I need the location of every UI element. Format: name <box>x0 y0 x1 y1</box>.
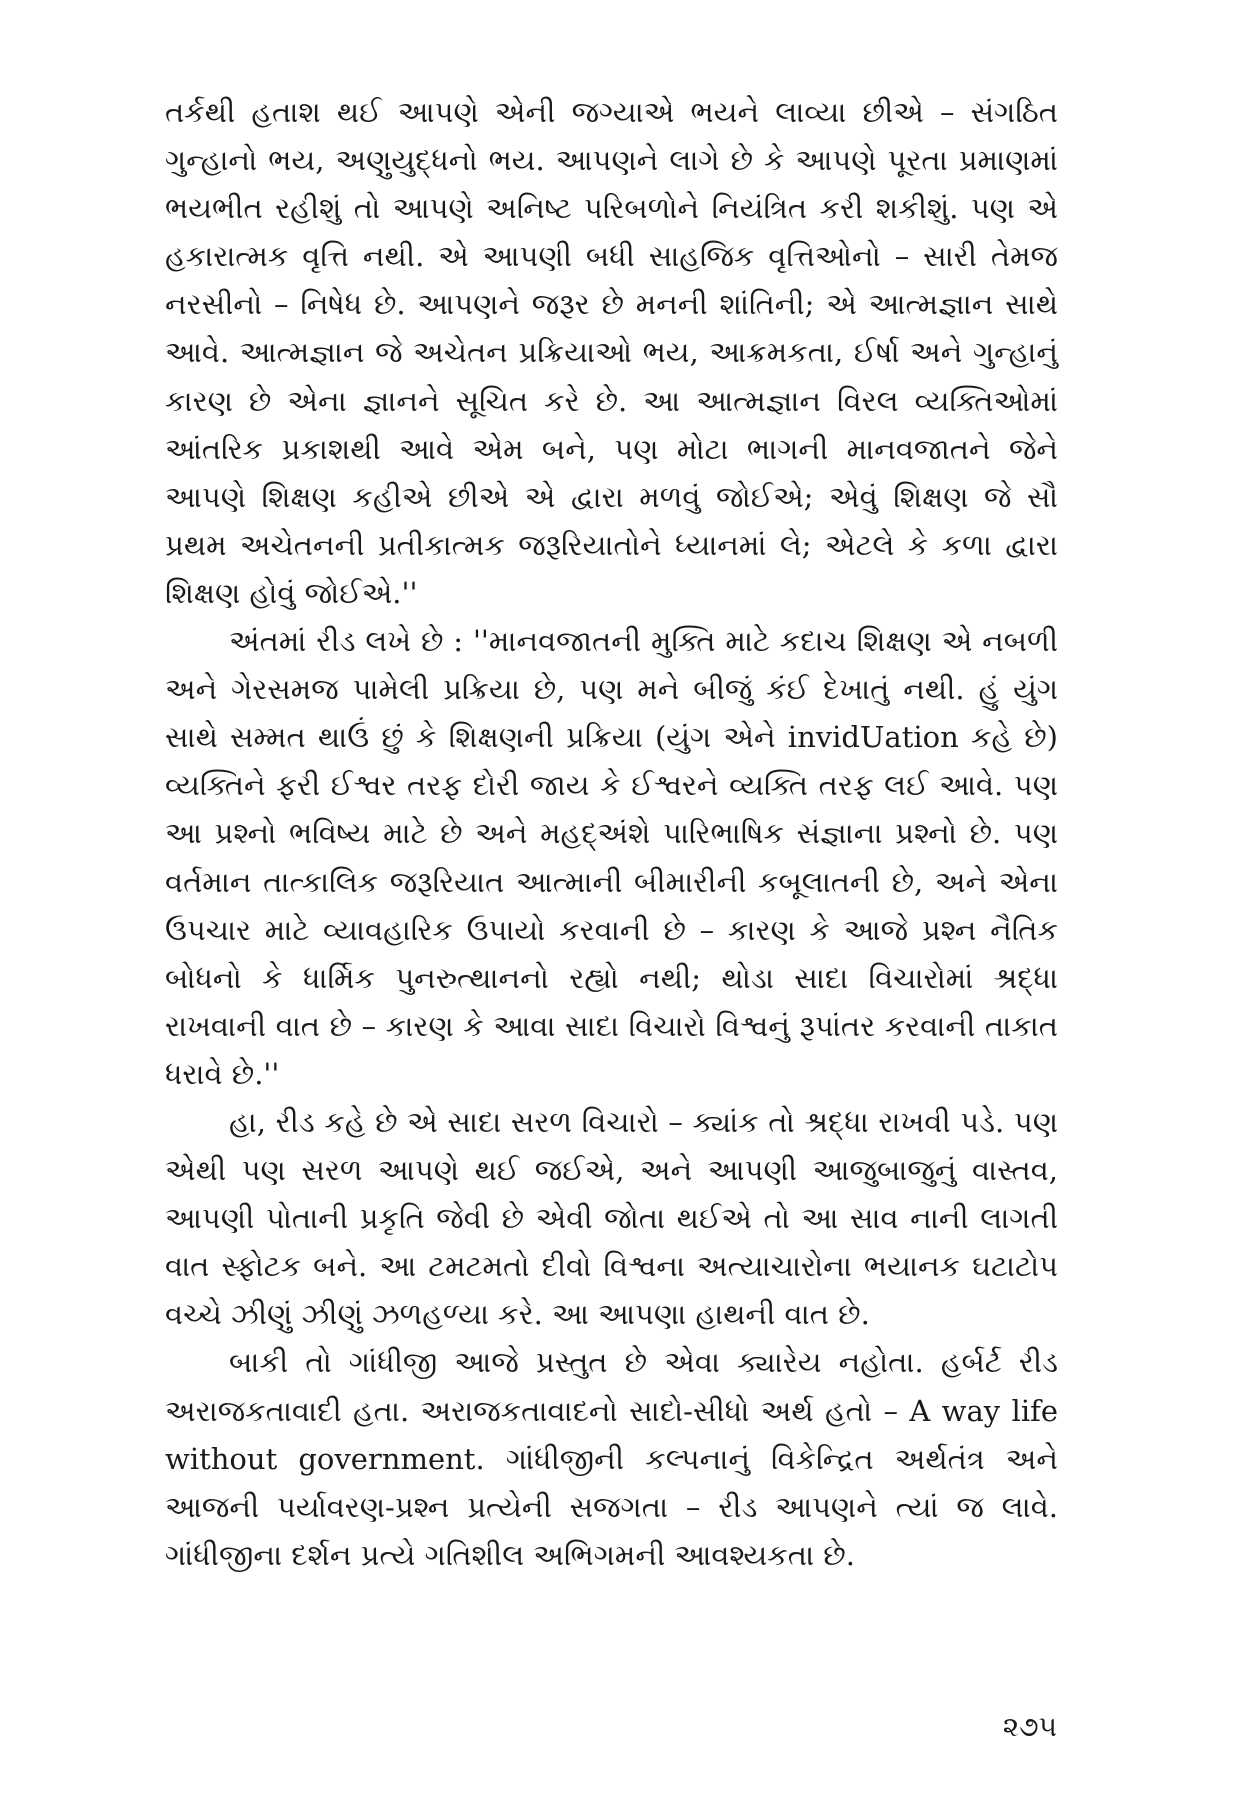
paragraph-4: બાકી તો ગાંધીજી આજે પ્રસ્તુત છે એવા ક્યારેય નહોતા. હર્બર્ટ રીડ અરાજકતાવાદી હતા. અરાજકતાવાદનો સાદો-સીધો અર્થ હતો – A way life without government. ગાંધીજીની કલ્પનાનું વિકેન્દ્રિત અર્થતંત્ર અને આજની પર્યાવરણ-પ્રશ્ન પ્રત્યેની સજગતા – રીડ આપણને ત્યાં જ લાવે. ગાંધીજીના દર્શન પ્રત્યે ગતિશીલ અભિગમની આવશ્યકતા છે. <box>165 1345 1058 1572</box>
page-number: ૨૭૫ <box>1002 1710 1057 1743</box>
paragraph-1: તર્કથી હતાશ થઈ આપણે એની જગ્યાએ ભયને લાવ્યા છીએ – સંગઠિત ગુન્હાનો ભય, અણુયુદ્ધનો ભય. આપણને લાગે છે કે આપણે પૂરતા પ્રમાણમાં ભયભીત રહીશું તો આપણે અનિષ્ટ પરિબળોને નિયંત્રિત કરી શકીશું. પણ એ હકારાત્મક વૃત્તિ નથી. એ આપણી બધી સાહજિક વૃત્તિઓનો – સારી તેમજ નરસીનો – નિષેધ છે. આપણને જરૂર છે મનની શાંતિની; એ આત્મજ્ઞાન સાથે આવે. આત્મજ્ઞાન જે અચેતન પ્રક્રિયાઓ ભય, આક્રમકતા, ઈર્ષા અને ગુન્હાનું કારણ છે એના જ્ઞાનને સૂચિત કરે છે. આ આત્મજ્ઞાન વિરલ વ્યક્તિઓમાં આંતરિક પ્રકાશથી આવે એમ બને, પણ મોટા ભાગની માનવજાતને જેને આપણે શિક્ષણ કહીએ છીએ એ દ્વારા મળવું જોઈએ; એવું શિક્ષણ જે સૌ પ્રથમ અચેતનની પ્રતીકાત્મક જરૂરિયાતોને ધ્યાનમાં લે; એટલે કે કળા દ્વારા શિક્ષણ હોવું જોઈએ.'' <box>165 95 1058 610</box>
page-body <box>165 88 1058 1579</box>
paragraph-3: હા, રીડ કહે છે એ સાદા સરળ વિચારો – ક્યાંક તો શ્રદ્ધા રાખવી પડે. પણ એથી પણ સરળ આપણે થઈ જઈએ, અને આપણી આજુબાજુનું વાસ્તવ, આપણી પોતાની પ્રકૃતિ જેવી છે એવી જોતા થઈએ તો આ સાવ નાની લાગતી વાત સ્ફોટક બને. આ ટમટમતો દીવો વિશ્વના અત્યાચારોના ભયાનક ઘટાટોપ વચ્ચે ઝીણું ઝીણું ઝળહળ્યા કરે. આ આપણા હાથની વાત છે. <box>165 1104 1058 1332</box>
paragraph-2: અંતમાં રીડ લખે છે : ''માનવજાતની મુક્તિ માટે કદાચ શિક્ષણ એ નબળી અને ગેરસમજ પામેલી પ્રક્રિયા છે, પણ મને બીજું કંઈ દેખાતું નથી. હું યુંગ સાથે સમ્મત થાઉં છું કે શિક્ષણની પ્રક્રિયા (યુંગ એને invidUation કહે છે) વ્યક્તિને ફરી ઈશ્વર તરફ દોરી જાય કે ઈશ્વરને વ્યક્તિ તરફ લઈ આવે. પણ આ પ્રશ્નો ભવિષ્ય માટે છે અને મહદ્અંશે પારિભાષિક સંજ્ઞાના પ્રશ્નો છે. પણ વર્તમાન તાત્કાલિક જરૂરિયાત આત્માની બીમારીની કબૂલાતની છે, અને એના ઉપચાર માટે વ્યાવહારિક ઉપાયો કરવાની છે – કારણ કે આજે પ્રશ્ન નૈતિક બોધનો કે ધાર્મિક પુનરુત્થાનનો રહ્યો નથી; થોડા સાદા વિચારોમાં શ્રદ્ધા રાખવાની વાત છે – કારણ કે આવા સાદા વિચારો વિશ્વનું રૂપાંતર કરવાની તાકાત ધરાવે છે.'' <box>165 624 1058 1091</box>
